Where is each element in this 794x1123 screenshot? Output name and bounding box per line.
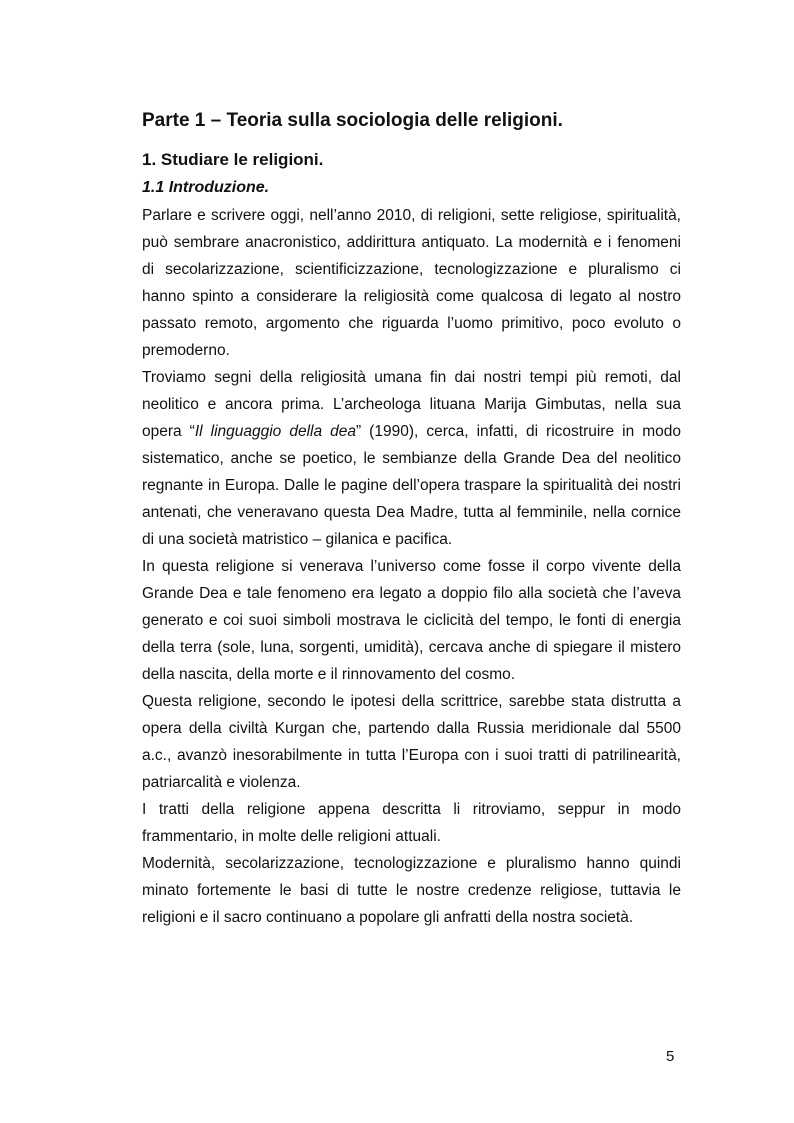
paragraph: Parlare e scrivere oggi, nell’anno 2010, di religioni, sette religiose, spiritualità, può sembrare anacronistico, addirittura antiquato. La modernità e i fenomeni di secolarizzazione, scientificizzazione, tecnologizzazione e pluralismo ci hanno spinto a considerare la religiosità come qualcosa di legato al nostro passato remoto, argomento che riguarda l’uomo primitivo, poco evoluto o premoderno. [142, 207, 681, 359]
paragraph-text: ” (1990), cerca, infatti, di ricostruire in modo sistematico, anche se poetico, le sembianze della Grande Dea del neolitico regnante in Europa. Dalle le pagine dell’opera traspare la spiritualità dei nostri antenati, che veneravano questa Dea Madre, tutta al femminile, nella cornice di una società matristico – gilanica e pacifica. [142, 423, 681, 548]
paragraph: Modernità, secolarizzazione, tecnologizzazione e pluralismo hanno quindi minato fortemente le basi di tutte le nostre credenze religiose, tuttavia le religioni e il sacro continuano a popolare gli anfratti della nostra società. [142, 855, 681, 926]
part-title: Parte 1 – Teoria sulla sociologia delle religioni. [142, 110, 563, 131]
chapter-title: 1. Studiare le religioni. [142, 150, 324, 169]
page-number: 5 [666, 1048, 675, 1065]
paragraph-text: Troviamo segni della religiosità umana fin dai nostri tempi più remoti, dal neolitico e ancora prima. L’archeologa lituana Marija Gimbutas, nella sua opera “ [142, 369, 681, 440]
book-title: Il linguaggio della dea [194, 423, 356, 440]
paragraph [142, 364, 681, 553]
paragraph: I tratti della religione appena descritta li ritroviamo, seppur in modo frammentario, in molte delle religioni attuali. [142, 801, 681, 845]
paragraph: In questa religione si venerava l’universo come fosse il corpo vivente della Grande Dea e tale fenomeno era legato a doppio filo alla società che l’aveva generato e coi suoi simboli mostrava le ciclicità del tempo, le fonti di energia della terra (sole, luna, sorgenti, umidità), cercava anche di spiegare il mistero della nascita, della morte e il rinnovamento del cosmo. [142, 558, 681, 683]
section-title: 1.1 Introduzione. [142, 179, 270, 196]
paragraph: Questa religione, secondo le ipotesi della scrittrice, sarebbe stata distrutta a opera della civiltà Kurgan che, partendo dalla Russia meridionale dal 5500 a.c., avanzò inesorabilmente in tutta l’Europa con i suoi tratti di patrilinearità, patriarcalità e violenza. [142, 693, 681, 791]
page-body [142, 108, 681, 931]
